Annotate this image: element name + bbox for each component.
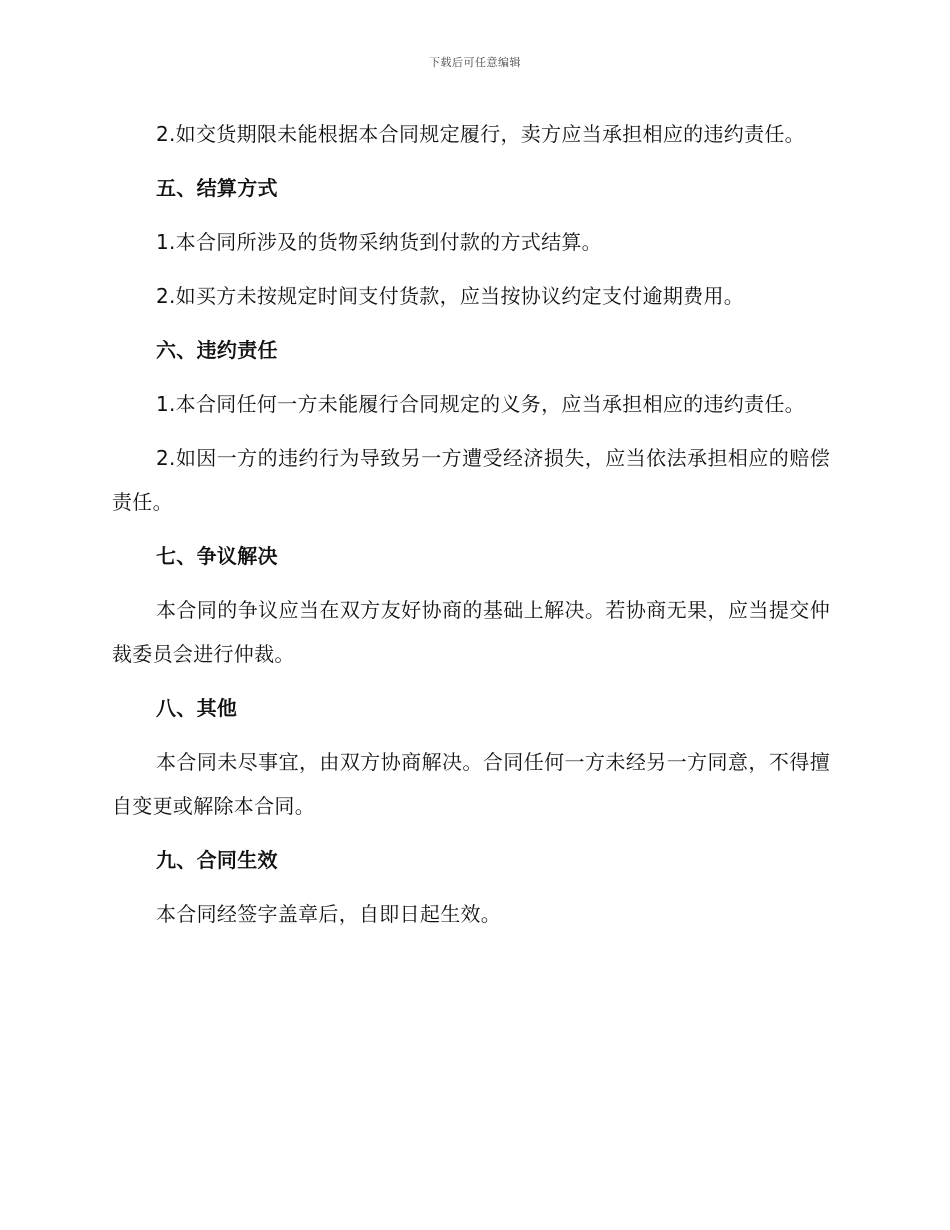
clause-9-text: 本合同经签字盖章后，自即日起生效。 [156,902,502,926]
page-header: 下载后可任意编辑 [429,56,521,69]
clause-8-text: 本合同未尽事宜，由双方协商解决。合同任何一方未经另一方同意，不得擅自变更或解除本合同。 [112,750,830,818]
section-heading-liability: 六、违约责任 [156,338,278,362]
clause-5-item-1: 1.本合同所涉及的货物采纳货到付款的方式结算。 [156,230,602,254]
clause-5-item-2: 2.如买方未按规定时间支付货款，应当按协议约定支付逾期费用。 [156,284,745,308]
section-heading-effectiveness: 九、合同生效 [156,848,278,872]
clause-6-item-1: 1.本合同任何一方未能履行合同规定的义务，应当承担相应的违约责任。 [156,392,805,416]
section-heading-other: 八、其他 [156,696,238,720]
section-heading-settlement: 五、结算方式 [156,176,278,200]
section-heading-dispute: 七、争议解决 [156,544,278,568]
clause-4-item-2: 2.如交货期限未能根据本合同规定履行，卖方应当承担相应的违约责任。 [156,122,805,146]
clause-6-item-2: 2.如因一方的违约行为导致另一方遭受经济损失，应当依法承担相应的赔偿责任。 [112,446,830,514]
clause-7-text: 本合同的争议应当在双方友好协商的基础上解决。若协商无果，应当提交仲裁委员会进行仲裁。 [112,598,830,666]
document-body [112,112,830,946]
